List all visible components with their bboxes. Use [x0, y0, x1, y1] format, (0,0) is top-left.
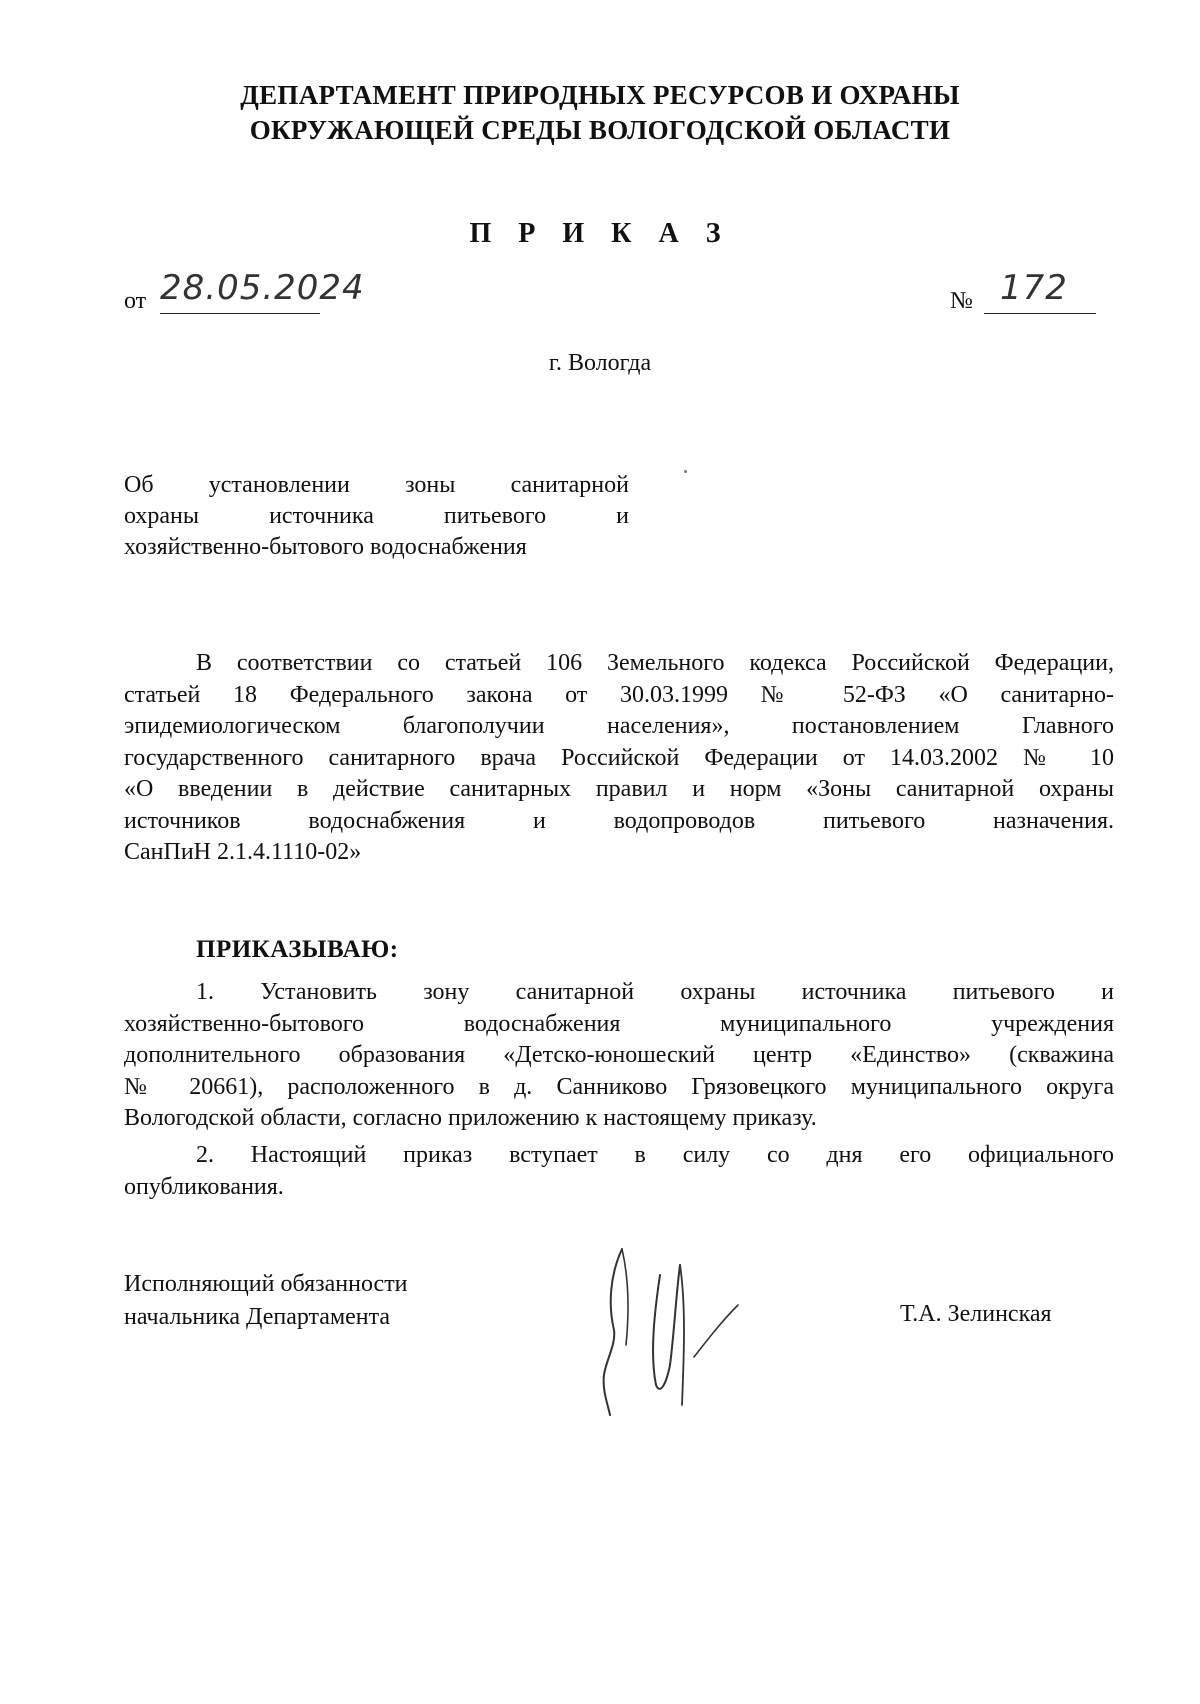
item-line: 1. Установить зону санитарной охраны источника питьевого и — [196, 979, 1114, 1005]
preamble-line: эпидемиологическом благополучии населения», постановлением Главного — [124, 713, 1114, 739]
subject-line: Об установлении зоны санитарной — [124, 472, 629, 498]
preamble-line: государственного санитарного врача Российской Федерации от 14.03.2002 № 10 — [124, 744, 1114, 771]
subject-line: хозяйственно-бытового водоснабжения — [124, 534, 527, 560]
item-line: дополнительного образования «Детско-юношеский центр «Единство» (скважина — [124, 1042, 1114, 1068]
signatory-position — [124, 1268, 408, 1334]
preamble-paragraph — [124, 648, 1114, 869]
preamble-line: «О введении в действие санитарных правил и норм «Зоны санитарной охраны — [124, 776, 1114, 802]
handwritten-number: 172 — [1000, 268, 1068, 308]
department-name-line-1: ДЕПАРТАМЕНТ ПРИРОДНЫХ РЕСУРСОВ И ОХРАНЫ — [240, 80, 960, 110]
item-line: хозяйственно-бытового водоснабжения муниципального учреждения — [124, 1010, 1114, 1037]
decree-heading: ПРИКАЗЫВАЮ: — [196, 936, 399, 963]
date-prefix: от — [124, 288, 147, 314]
signatory-position-line-2: начальника Департамента — [124, 1304, 391, 1330]
preamble-line: В соответствии со статьей 106 Земельного кодекса Российской Федерации, — [196, 650, 1114, 676]
scan-speck — [684, 470, 687, 473]
item-line: № 20661), расположенного в д. Санниково Грязовецкого муниципального округа — [124, 1073, 1114, 1100]
signatory-name: Т.А. Зелинская — [900, 1301, 1052, 1327]
handwritten-signature — [600, 1235, 770, 1435]
order-subject — [124, 470, 629, 563]
signatory-position-line-1: Исполняющий обязанности — [124, 1271, 408, 1297]
number-prefix: № — [950, 288, 973, 314]
document-title: П Р И К А З — [469, 218, 731, 249]
preamble-line: статьей 18 Федерального закона от 30.03.1999 № 52-ФЗ «О санитарно- — [124, 681, 1114, 708]
number-underline — [984, 313, 1096, 314]
handwritten-date: 28.05.2024 — [160, 268, 365, 308]
city: г. Вологда — [548, 350, 652, 376]
preamble-line: СанПиН 2.1.4.1110-02» — [124, 839, 362, 865]
preamble-line: источников водоснабжения и водопроводов питьевого назначения. — [124, 807, 1114, 834]
subject-line: охраны источника питьевого и — [124, 503, 629, 529]
item-line: Вологодской области, согласно приложению к настоящему приказу. — [124, 1105, 817, 1131]
order-item-2 — [124, 1140, 1114, 1203]
order-item-1 — [124, 977, 1114, 1135]
date-underline — [160, 313, 320, 314]
item-line: 2. Настоящий приказ вступает в силу со дня его официального — [196, 1142, 1114, 1168]
item-line: опубликования. — [124, 1173, 284, 1200]
department-name-line-2: ОКРУЖАЮЩЕЙ СРЕДЫ ВОЛОГОДСКОЙ ОБЛАСТИ — [249, 115, 951, 145]
